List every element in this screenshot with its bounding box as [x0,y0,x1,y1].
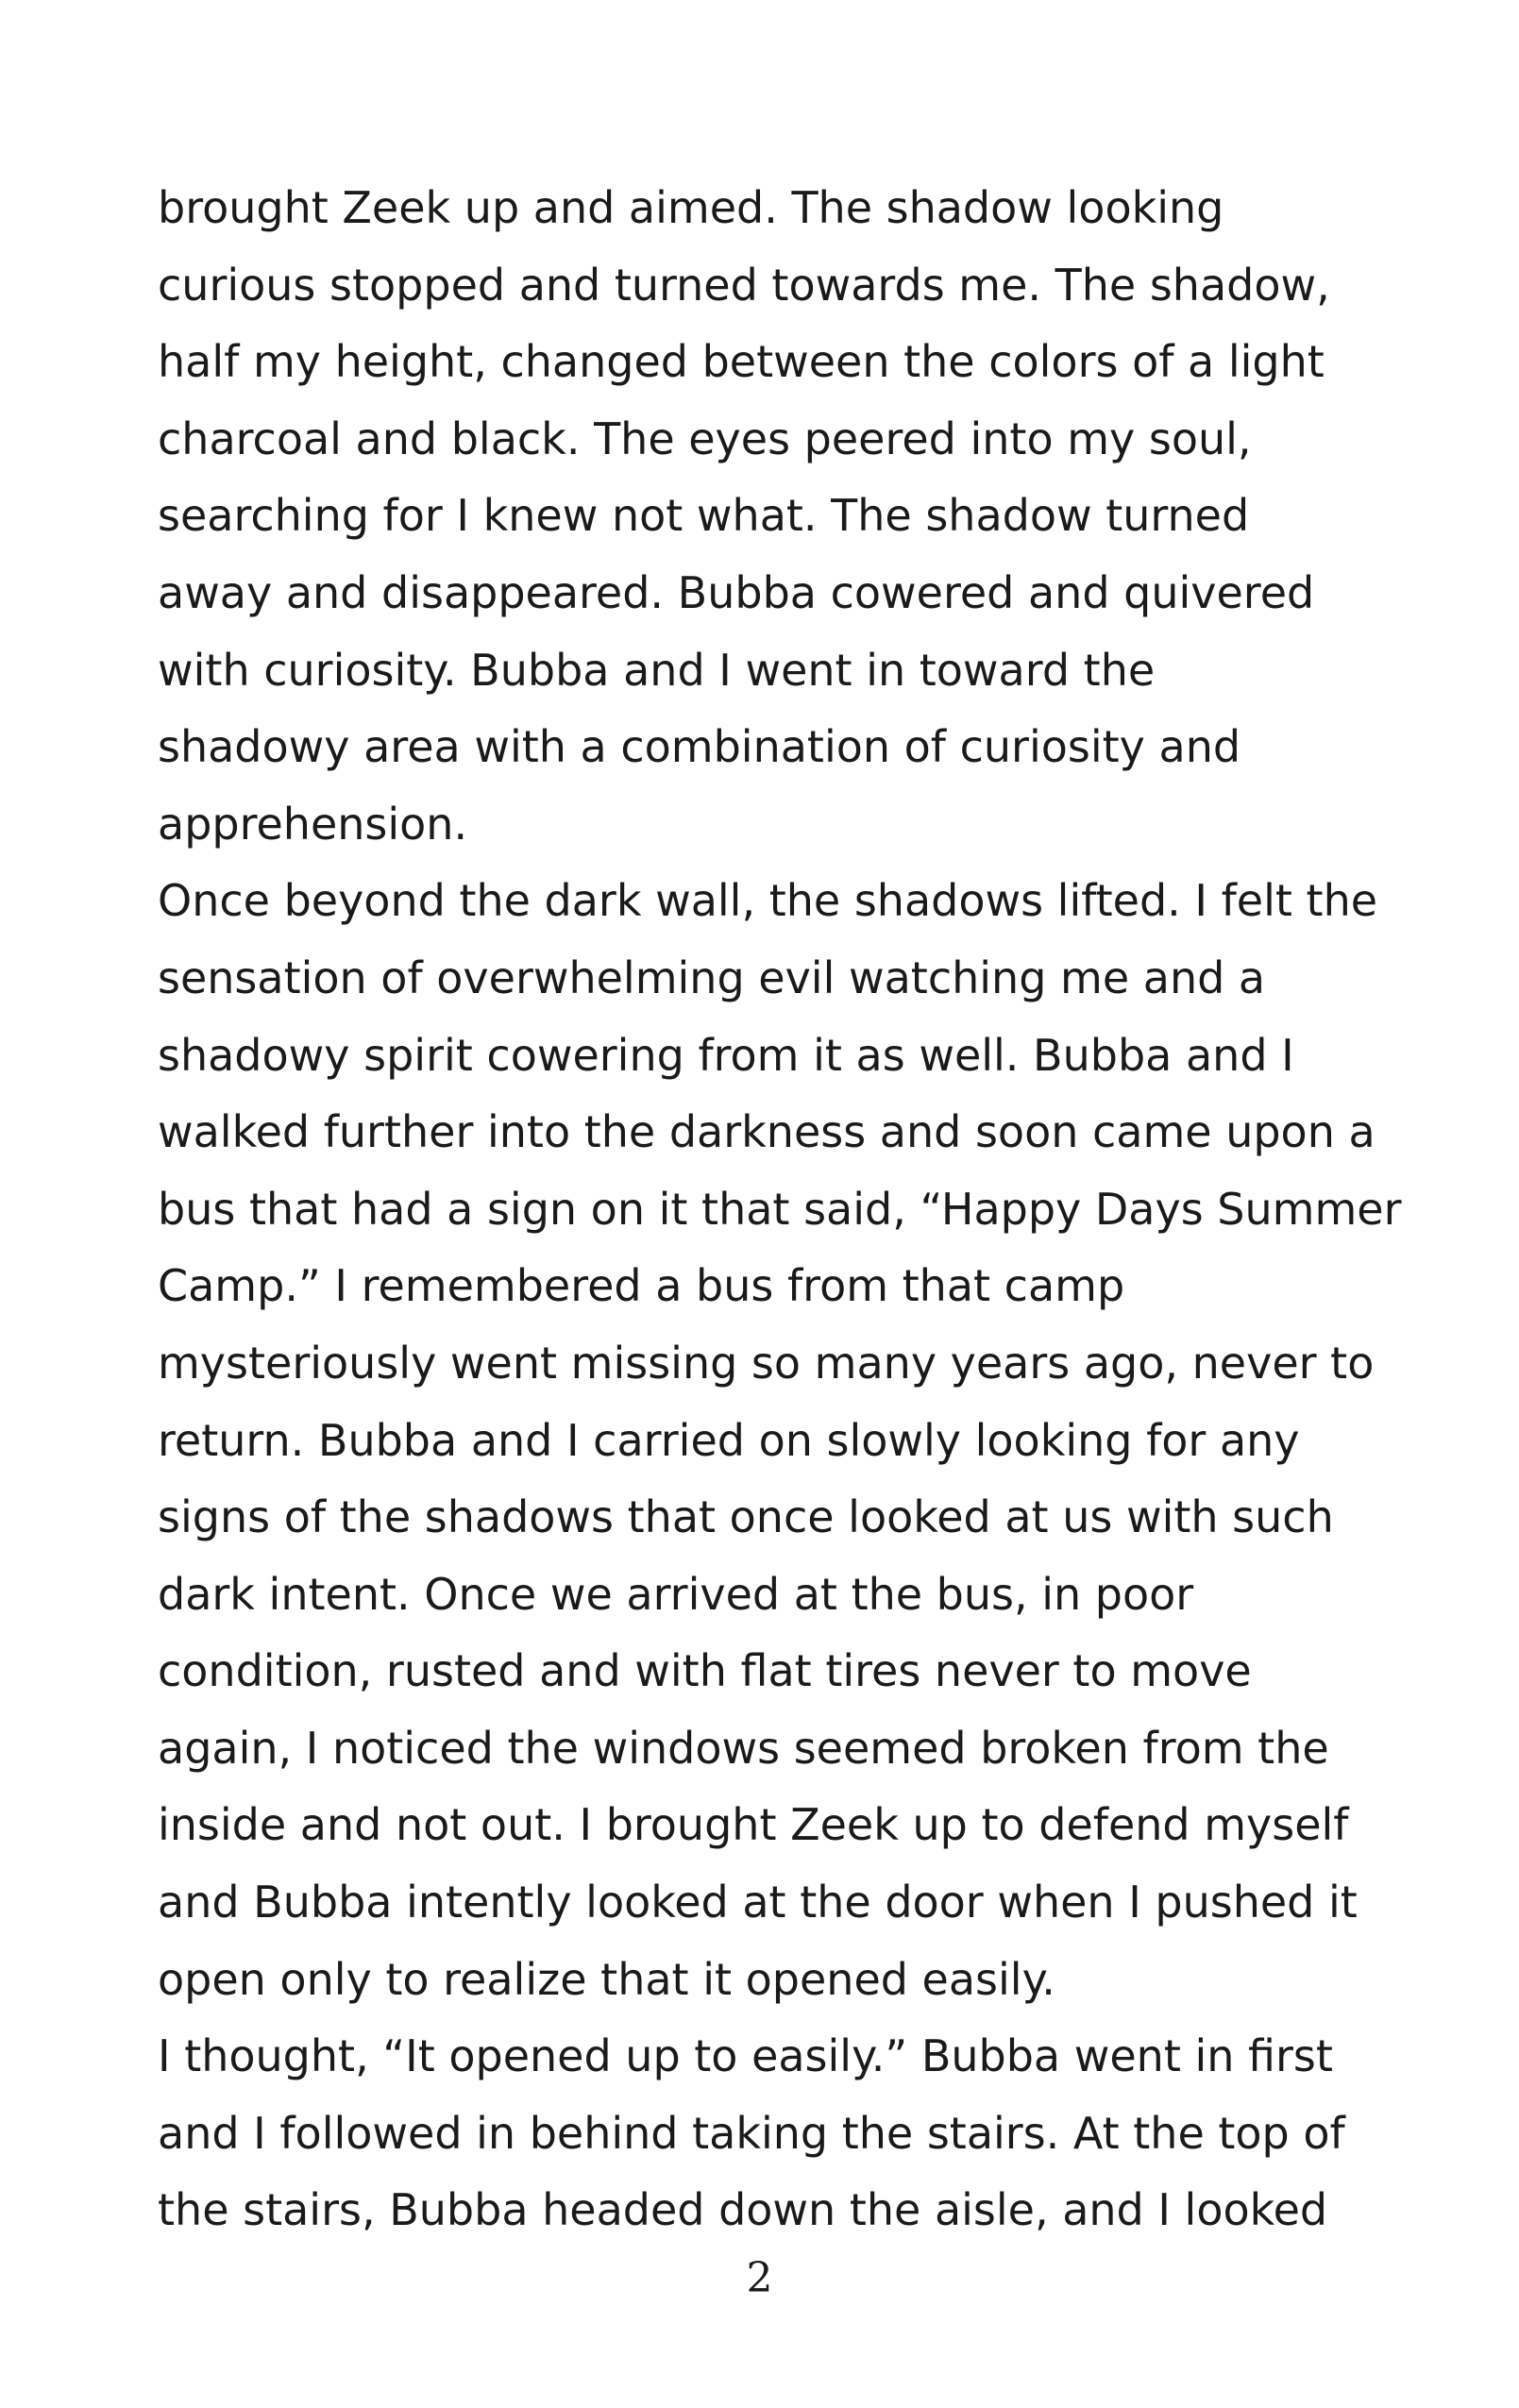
body-text [158,170,1404,2249]
text-line: and I followed in behind taking the stairs. At the top of [158,2107,1345,2159]
text-line: return. Bubba and I carried on slowly looking for any [158,1414,1300,1466]
text-line: Camp.” I remembered a bus from that camp [158,1260,1125,1312]
page-number: 2 [746,2254,773,2302]
text-line: open only to realize that it opened easily. [158,1953,1055,2005]
text-line: sensation of overwhelming evil watching me and a [158,951,1266,1003]
text-line: brought Zeek up and aimed. The shadow looking [158,182,1224,233]
text-line: charcoal and black. The eyes peered into my soul, [158,413,1252,464]
text-line: shadowy area with a combination of curiosity and [158,721,1241,773]
text-line: inside and not out. I brought Zeek up to defend myself [158,1799,1349,1851]
text-line: with curiosity. Bubba and I went in toward the [158,644,1156,696]
text-line: half my height, changed between the colors of a light [158,336,1325,388]
text-line: the stairs, Bubba headed down the aisle, and I looked [158,2184,1328,2236]
text-line: curious stopped and turned towards me. The shadow, [158,259,1330,311]
text-line: again, I noticed the windows seemed broken from the [158,1722,1329,1774]
text-line: condition, rusted and with flat tires never to move [158,1645,1252,1697]
text-line: searching for I knew not what. The shadow turned [158,490,1250,542]
text-line: walked further into the darkness and soon came upon a [158,1106,1376,1158]
text-line: dark intent. Once we arrived at the bus, in poor [158,1568,1194,1620]
text-line: Once beyond the dark wall, the shadows lifted. I felt the [158,875,1378,927]
text-line: bus that had a sign on it that said, “Happy Days Summer [158,1183,1402,1235]
text-line: away and disappeared. Bubba cowered and quivered [158,566,1315,618]
text-line: and Bubba intently looked at the door when I pushed it [158,1877,1358,1928]
text-line: signs of the shadows that once looked at us with such [158,1491,1334,1543]
text-line: mysteriously went missing so many years ago, never to [158,1337,1375,1389]
text-line: shadowy spirit cowering from it as well. Bubba and I [158,1029,1294,1081]
text-line: I thought, “It opened up to easily.” Bubba went in first [158,2030,1333,2082]
text-line: apprehension. [158,798,468,850]
